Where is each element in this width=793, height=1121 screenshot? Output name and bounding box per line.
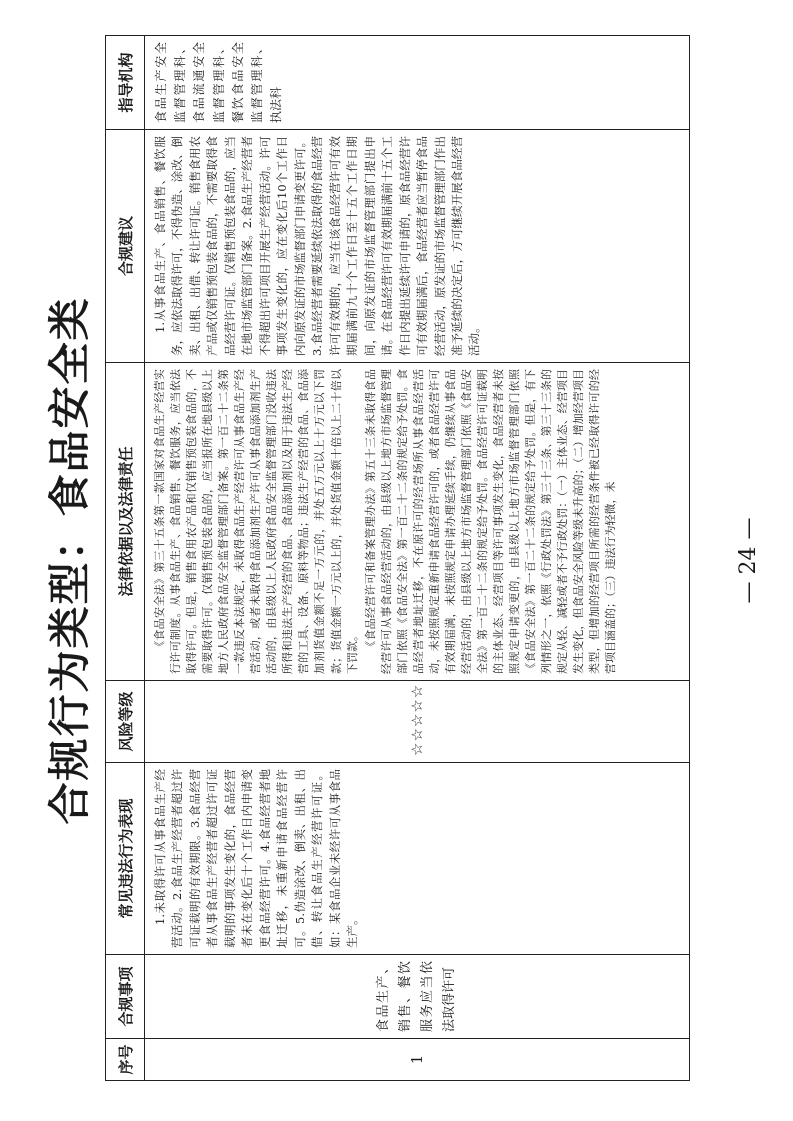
table-header-row <box>106 36 145 1081</box>
cell-law <box>145 363 690 681</box>
page-number: — 24 — <box>736 517 761 604</box>
cell-guide <box>145 36 690 130</box>
page-title: 合规行为类型：食品安全类 <box>45 296 94 825</box>
advice-text: 1.从事食品生产、食品销售、餐饮服务，应依法取得许可，不得伪造、涂改、倒卖、出租、出借、转让许可证。销售食用农产品或仅销售预包装食品的，不需要取得食品经营许可证。仅销售预包装食品的，应当在地市场监管部门备案。2.食品生产经营者不得超出许可项目开展生产经营活动。许可事项发生变化的，应在变化后10个工作日内向原发证的市场监督部门申请变更许可。3.食品经营者需要延续依法取得的食品经营许可有效期的，应当在该食品经营许可有效期届满前九十个工作日至十五个工作日期间，向原发证的市场监督管理部门提出申请。在食品经营许可有效期届满前十五个工作日内提出延续许可申请的，原食品经营许可有效期届满后，食品经营者应当暂停食品经营活动，原发证的市场监督管理部门作出准予延续的决定后，方可继续开展食品经营活动。 <box>153 136 482 356</box>
header-advice: 合规建议 <box>106 130 145 363</box>
violations-text: 1.未取得许可从事食品生产经营活动。2.食品生产经营者超过许可证载明的有效期限。3.食品经营者从事食品生产经营者超过许可证载明的事项发生变化的，食品经营者未在变化后十个工作日内申请变更食品经营许可。4.食品经营者地址迁移，未重新申请食品经营许可。5.伪造涂改、倒卖、出租、出借、转让食品生产经营许可证。如：某食品企业未经许可从事食品生产。 <box>153 769 360 948</box>
cell-seq: 1 <box>145 1039 690 1081</box>
header-violations: 常见违法行为表现 <box>106 763 145 955</box>
cell-violations <box>145 763 690 955</box>
guide-text: 食品生产安全监督管理科、食品流通安全监督管理科、餐饮食品安全监督管理科、执法科 <box>154 42 284 123</box>
table-row <box>145 36 690 1081</box>
compliance-table <box>105 35 690 1081</box>
cell-item: 食品生产、销售、餐饮服务应当依法取得许可 <box>145 955 690 1039</box>
law-paragraph-1: 《食品安全法》第三十五条第一款国家对食品生产经营实行许可制度。从事食品生产、食品销售、餐饮服务，应当依法取得许可。但是，销售食用农产品和仅销售预包装食品的，不需要取得许可。仅销售预包装食品的，应当报所在地县级以上地方人民政府食品安全监督管理部门备案。第一百二十二条第一款违反本法规定，未取得食品生产经营许可从事食品生产经营活动，或者未取得食品添加剂生产许可从事食品添加剂生产活动的，由县级以上人民政府食品安全监督管理部门没收违法所得和违法生产经营的食品、食品添加剂以及用于违法生产经营的工具、设备、原料等物品；违法生产经营的食品、食品添加剂货值金额不足一万元的，并处五万元以上十万元以下罚款；货值金额一万元以上的，并处货值金额十倍以上二十倍以下罚款。 <box>153 369 359 674</box>
header-guide: 指导机构 <box>106 36 145 130</box>
header-item: 合规事项 <box>106 955 145 1039</box>
header-seq: 序号 <box>106 1039 145 1081</box>
cell-risk-stars: ☆☆☆☆☆ <box>145 681 690 763</box>
header-risk: 风险等级 <box>106 681 145 763</box>
law-paragraph-2: 《食品经营许可和备案管理办法》第五十三条未取得食品经营许可从事食品经营活动的，由县级以上地方市场监督管理部门依照《食品安全法》第一百二十二条的规定给予处罚。食品经营者地址迁移，不在原许可的经营场所从事食品经营活动，未按照规定重新申请食品经营许可的，或者食品经营许可有效期届满，未按照规定申请办理延续手续，仍继续从事食品经营活动的，由县级以上地方市场监督管理部门依照《食品安全法》第一百二十二条的规定给予处罚。食品经营许可证载明的主体业态、经营项目等许可事项发生变化，食品经营者未按照规定申请变更的，由县级以上地方市场监督管理部门依照《食品安全法》第一百二十二条的规定给予处罚。但是，有下列情形之一，依照《行政处罚法》第三十三条、第三十三条的规定从轻、减轻或者不予行政处罚：（一）主体业态、经营项目发生变化，但食品安全风险等级未升高的；（二）增加经营项目类型，但增加的经营项目所需的经营条件被已经取得许可的经营项目涵盖的；（三）违法行为轻微，未 <box>363 369 618 674</box>
header-law: 法律依据以及法律责任 <box>106 363 145 681</box>
cell-advice <box>145 130 690 363</box>
